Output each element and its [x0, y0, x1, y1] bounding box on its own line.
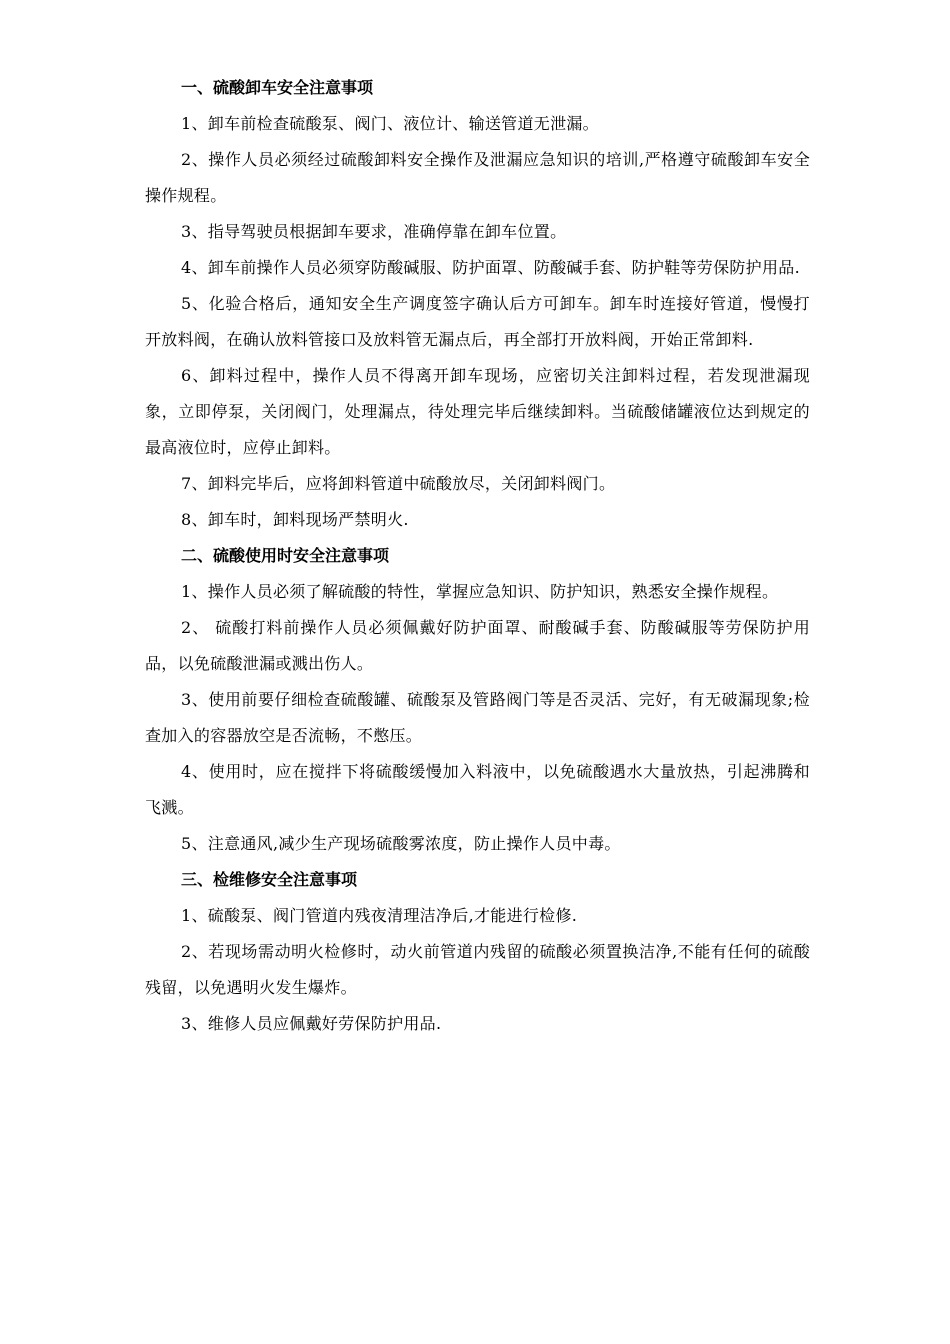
maintenance-item-2: 2、若现场需动明火检修时，动火前管道内残留的硫酸必须置换洁净,不能有任何的硫酸残留，以免遇明火发生爆炸。: [145, 942, 810, 997]
usage-item-3: 3、使用前要仔细检查硫酸罐、硫酸泵及管路阀门等是否灵活、完好，有无破漏现象;检查加入的容器放空是否流畅，不憋压。: [145, 690, 810, 745]
unloading-item-3: 3、指导驾驶员根据卸车要求，准确停靠在卸车位置。: [181, 222, 567, 241]
unloading-item-5: 5、化验合格后，通知安全生产调度签字确认后方可卸车。卸车时连接好管道，慢慢打开放料阀，在确认放料管接口及放料管无漏点后，再全部打开放料阀，开始正常卸料.: [145, 294, 810, 349]
unloading-item-4: 4、卸车前操作人员必须穿防酸碱服、防护面罩、防酸碱手套、防护鞋等劳保防护用品.: [181, 258, 800, 277]
usage-item-5: 5、注意通风,减少生产现场硫酸雾浓度，防止操作人员中毒。: [181, 834, 621, 853]
usage-item-2: 2、 硫酸打料前操作人员必须佩戴好防护面罩、耐酸碱手套、防酸碱服等劳保防护用品，以免硫酸泄漏或溅出伤人。: [145, 618, 810, 673]
unloading-item-8: 8、卸车时，卸料现场严禁明火.: [181, 510, 409, 529]
usage-item-1: 1、操作人员必须了解硫酸的特性，掌握应急知识、防护知识，熟悉安全操作规程。: [181, 582, 779, 601]
usage-item-4: 4、使用时，应在搅拌下将硫酸缓慢加入料液中，以免硫酸遇水大量放热，引起沸腾和飞溅。: [145, 762, 810, 817]
section-heading-usage: 二、硫酸使用时安全注意事项: [181, 546, 390, 565]
section-heading-maintenance: 三、检维修安全注意事项: [181, 870, 358, 889]
unloading-item-6: 6、卸料过程中，操作人员不得离开卸车现场，应密切关注卸料过程，若发现泄漏现象，立即停泵，关闭阀门，处理漏点，待处理完毕后继续卸料。当硫酸储罐液位达到规定的最高液位时，应停止卸料。: [145, 366, 810, 457]
maintenance-item-1: 1、硫酸泵、阀门管道内残夜清理洁净后,才能进行检修.: [181, 906, 578, 925]
maintenance-item-3: 3、维修人员应佩戴好劳保防护用品.: [181, 1014, 442, 1033]
unloading-item-1: 1、卸车前检查硫酸泵、阀门、液位计、输送管道无泄漏。: [181, 114, 599, 133]
document-body: [145, 70, 810, 1042]
section-heading-unloading: 一、硫酸卸车安全注意事项: [181, 78, 374, 97]
unloading-item-2: 2、操作人员必须经过硫酸卸料安全操作及泄漏应急知识的培训,严格遵守硫酸卸车安全操作规程。: [145, 150, 810, 205]
unloading-item-7: 7、卸料完毕后，应将卸料管道中硫酸放尽，关闭卸料阀门。: [181, 474, 616, 493]
